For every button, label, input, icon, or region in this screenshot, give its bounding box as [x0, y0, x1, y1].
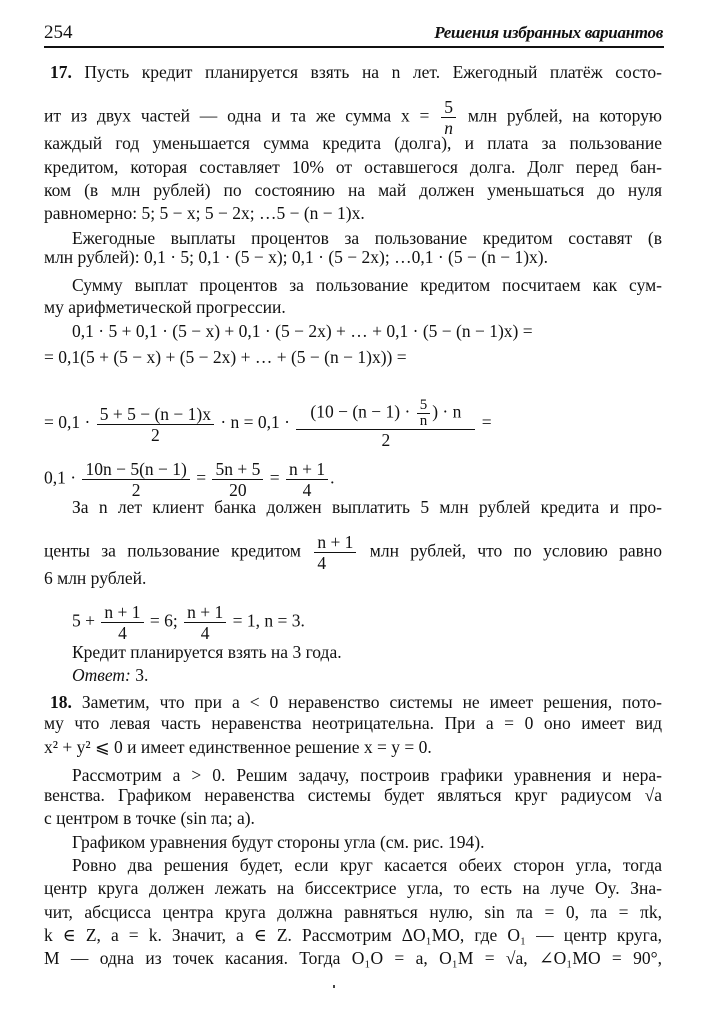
denominator: 2 — [131, 480, 141, 500]
numerator: 5 — [417, 398, 431, 414]
answer-value: 3. — [130, 665, 149, 685]
numerator: n + 1 — [184, 602, 226, 623]
equation-line — [72, 602, 690, 643]
text-line: ком (в млн рублей) по состоянию на май должен уменьшаться до нуля — [44, 180, 662, 200]
inner-fraction — [417, 398, 431, 429]
text-line: венства. Графиком неравенства системы будет являться круг радиусом √a — [44, 785, 662, 805]
text: 0,1 · — [44, 467, 81, 488]
text-line: x² + y² ⩽ 0 и имеет единственное решение x = y = 0. — [44, 737, 432, 757]
fraction — [184, 602, 226, 643]
text-line: Кредит планируется взять на 3 года. — [72, 642, 342, 662]
text: Заметим, что при a < 0 неравенство системы не имеет решения, пото- — [71, 692, 662, 712]
text-line: Рассмотрим a > 0. Решим задачу, построив графики уравнения и нера- — [72, 765, 662, 785]
numerator: 5n + 5 — [212, 459, 263, 480]
text-line: каждый год уменьшается сумма кредита (долга), и плата за пользование — [44, 133, 662, 153]
numerator: 5 — [441, 97, 456, 118]
text: (10 − (n − 1) · — [310, 401, 415, 422]
equation-line — [44, 398, 662, 450]
text-line: Ежегодные выплаты процентов за пользование кредитом составят (в — [72, 228, 662, 248]
text: = 0,1 · — [44, 412, 95, 433]
numerator: n + 1 — [314, 532, 356, 553]
answer-line — [72, 664, 690, 686]
fraction — [296, 398, 475, 450]
page-number: 254 — [44, 22, 73, 43]
text-line: Ровно два решения будет, если круг касается обеих сторон угла, тогда — [72, 855, 662, 875]
text: млн рублей, что по условию равно — [358, 540, 662, 561]
text-line — [50, 61, 662, 83]
text-line: M — одна из точек касания. Тогда O₁O = a, O₁M = √a, ∠O₁MO = 90°, — [44, 948, 662, 968]
text-line: центр круга должен лежать на биссектрисе угла, то есть на луче Oy. Зна- — [44, 878, 662, 898]
text: = 6; — [145, 610, 183, 631]
text: = — [191, 467, 211, 488]
text: = — [265, 467, 284, 488]
text: Пусть кредит планируется взять на n лет. Ежегодный платёж состо- — [71, 62, 662, 82]
text: · n = 0,1 · — [215, 412, 295, 433]
text: . — [330, 467, 335, 488]
fraction — [212, 459, 263, 500]
fraction — [101, 602, 143, 643]
problem-number: 18. — [50, 692, 72, 712]
numerator — [296, 398, 475, 430]
text: = — [477, 412, 492, 433]
fraction — [82, 459, 189, 500]
text-line — [50, 691, 662, 713]
text-line: 6 млн рублей. — [44, 568, 147, 588]
text-line: чит, абсцисса центра круга должна равняться нулю, sin πa = 0, πa = πk, — [44, 902, 662, 922]
text-line: млн рублей): 0,1 · 5; 0,1 · (5 − x); 0,1 · (5 − 2x); …0,1 · (5 − (n − 1)x). — [44, 247, 548, 267]
fraction — [286, 459, 328, 500]
text-line: Графиком уравнения будут стороны угла (см. рис. 194). — [72, 832, 485, 852]
denominator: n — [419, 413, 428, 429]
denominator: 4 — [200, 623, 210, 643]
text-line: му что левая часть неравенства неотрицательна. При a = 0 оно имеет вид — [44, 713, 662, 733]
problem-number: 17. — [50, 62, 72, 82]
text: центы за пользование кредитом — [44, 540, 313, 561]
denominator: 4 — [317, 553, 327, 573]
text-line: k ∈ Z, a = k. Значит, a ∈ Z. Рассмотрим ΔO₁MO, где O₁ — центр круга, — [44, 925, 662, 945]
text: = 1, n = 3. — [228, 610, 305, 631]
running-title: Решения избранных вариантов — [434, 23, 663, 42]
denominator: n — [444, 118, 453, 138]
answer-label: Ответ: — [72, 665, 131, 685]
denominator: 20 — [229, 480, 247, 500]
denominator: 2 — [150, 424, 160, 445]
scan-speck — [333, 985, 335, 988]
text: ) · n — [432, 401, 462, 422]
header-rule — [44, 46, 664, 48]
numerator: n + 1 — [286, 459, 328, 480]
equation-line: = 0,1(5 + (5 − x) + (5 − 2x) + … + (5 − (n − 1)x)) = — [44, 347, 407, 367]
text-line: Сумму выплат процентов за пользование кредитом посчитаем как сум- — [72, 275, 662, 295]
equation-line: 0,1 · 5 + 0,1 · (5 − x) + 0,1 · (5 − 2x) + … + 0,1 · (5 − (n − 1)x) = — [72, 321, 533, 341]
denominator: 4 — [302, 480, 312, 500]
denominator: 2 — [381, 430, 391, 450]
text-line: му арифметической прогрессии. — [44, 297, 286, 317]
denominator: 4 — [118, 623, 127, 643]
text-line: За n лет клиент банка должен выплатить 5 млн рублей кредита и про- — [72, 497, 662, 517]
text-line: кредитом, которая составляет 10% от оставшегося долга. Долг перед бан- — [44, 157, 662, 177]
numerator: 10n − 5(n − 1) — [82, 459, 189, 480]
fraction — [97, 404, 214, 445]
numerator: n + 1 — [101, 602, 143, 623]
text-line: равномерно: 5; 5 − x; 5 − 2x; …5 − (n − 1)x. — [44, 203, 365, 223]
text-line: с центром в точке (sin πa; a). — [44, 808, 255, 828]
text: ит из двух частей — одна и та же сумма x = — [44, 105, 440, 126]
text: 5 + — [72, 610, 100, 631]
numerator: 5 + 5 − (n − 1)x — [97, 404, 214, 425]
equation-line — [44, 459, 662, 500]
text: млн рублей, на которую — [458, 105, 662, 126]
